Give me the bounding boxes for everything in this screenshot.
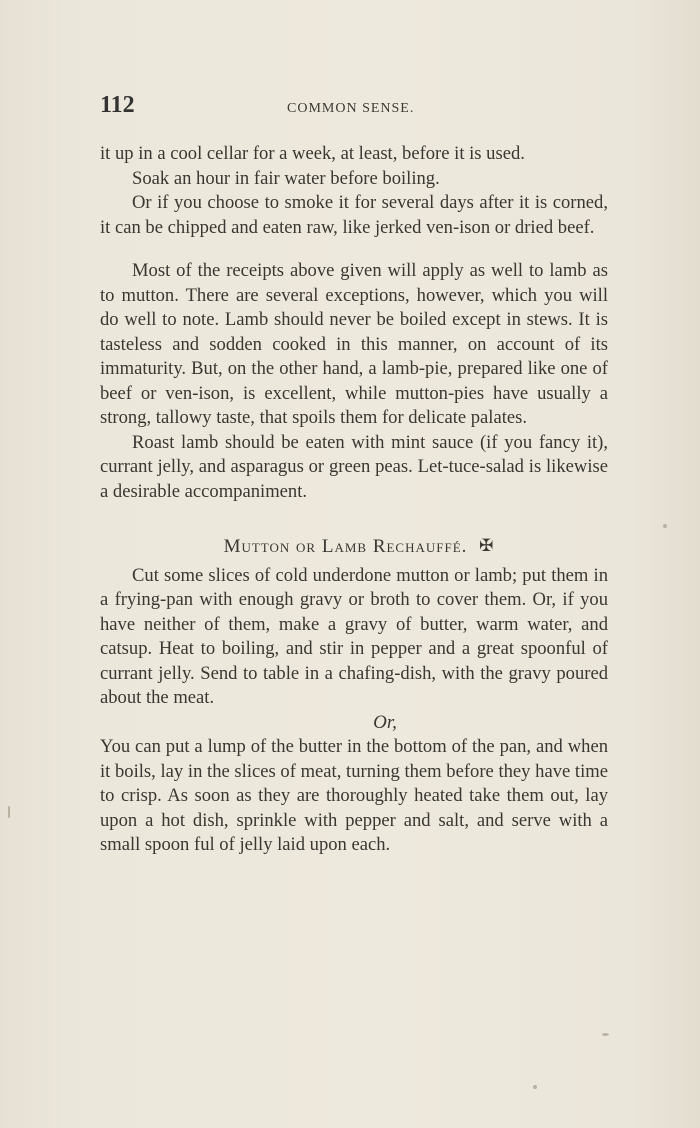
page-number: 112 xyxy=(100,92,135,118)
paragraph-soak: Soak an hour in fair water before boiling. xyxy=(132,167,440,189)
page-header xyxy=(100,92,612,126)
paragraph-continuation: it up in a cool cellar for a week, at least, before it is used. xyxy=(100,143,525,164)
recipe-title: Mutton or Lamb Rechauffé. xyxy=(223,536,468,557)
cross-icon: ✠ xyxy=(479,536,495,555)
spacer xyxy=(100,504,608,534)
paper-speck xyxy=(533,1085,537,1089)
paragraph-alternative-method: You can put a lump of the butter in the bottom of the pan, and when it boils, lay in the slices of meat, turning them before they have time to crisp. As soon as they are thoroughly heated take them out, lay upon a hot dish, sprinkle with pepper and salt, and serve with a small spoon ful of jelly laid upon each. xyxy=(100,736,608,855)
recipe-heading xyxy=(100,534,608,560)
or-divider: Or, xyxy=(373,711,397,733)
paragraph-smoke: Or if you choose to smoke it for several days after it is corned, it can be chipped and eaten raw, like jerked ven-ison or dried beef. xyxy=(100,192,608,238)
paragraph-lamb-receipts: Most of the receipts above given will apply as well to lamb as to mutton. There are several exceptions, however, which you will do well to note. Lamb should never be boiled except in stews. It is tasteless and sodden cooked in this manner, on account of its immaturity. But, on the other hand, a lamb-pie, prepared like one of beef or ven-ison, is excellent, while mutton-pies have usually a strong, tallowy taste, that spoils them for delicate palates. xyxy=(100,260,608,428)
paper-speck xyxy=(663,524,667,528)
spacer xyxy=(100,240,608,259)
page-body xyxy=(100,142,608,858)
paper-speck xyxy=(8,806,10,818)
paper-speck xyxy=(602,1033,609,1036)
paragraph-recipe-method: Cut some slices of cold underdone mutton or lamb; put them in a frying-pan with enough gravy or broth to cover them. Or, if you have neither of them, make a gravy of butter, warm water, and catsup. Heat to boiling, and stir in pepper and a great spoonful of currant jelly. Send to table in a chafing-dish, with the gravy poured about the meat. xyxy=(100,564,608,708)
running-head: COMMON SENSE. xyxy=(287,101,415,116)
paragraph-roast-lamb: Roast lamb should be eaten with mint sauce (if you fancy it), currant jelly, and asparagus or green peas. Let-tuce-salad is likewise a desirable accompaniment. xyxy=(100,431,608,502)
